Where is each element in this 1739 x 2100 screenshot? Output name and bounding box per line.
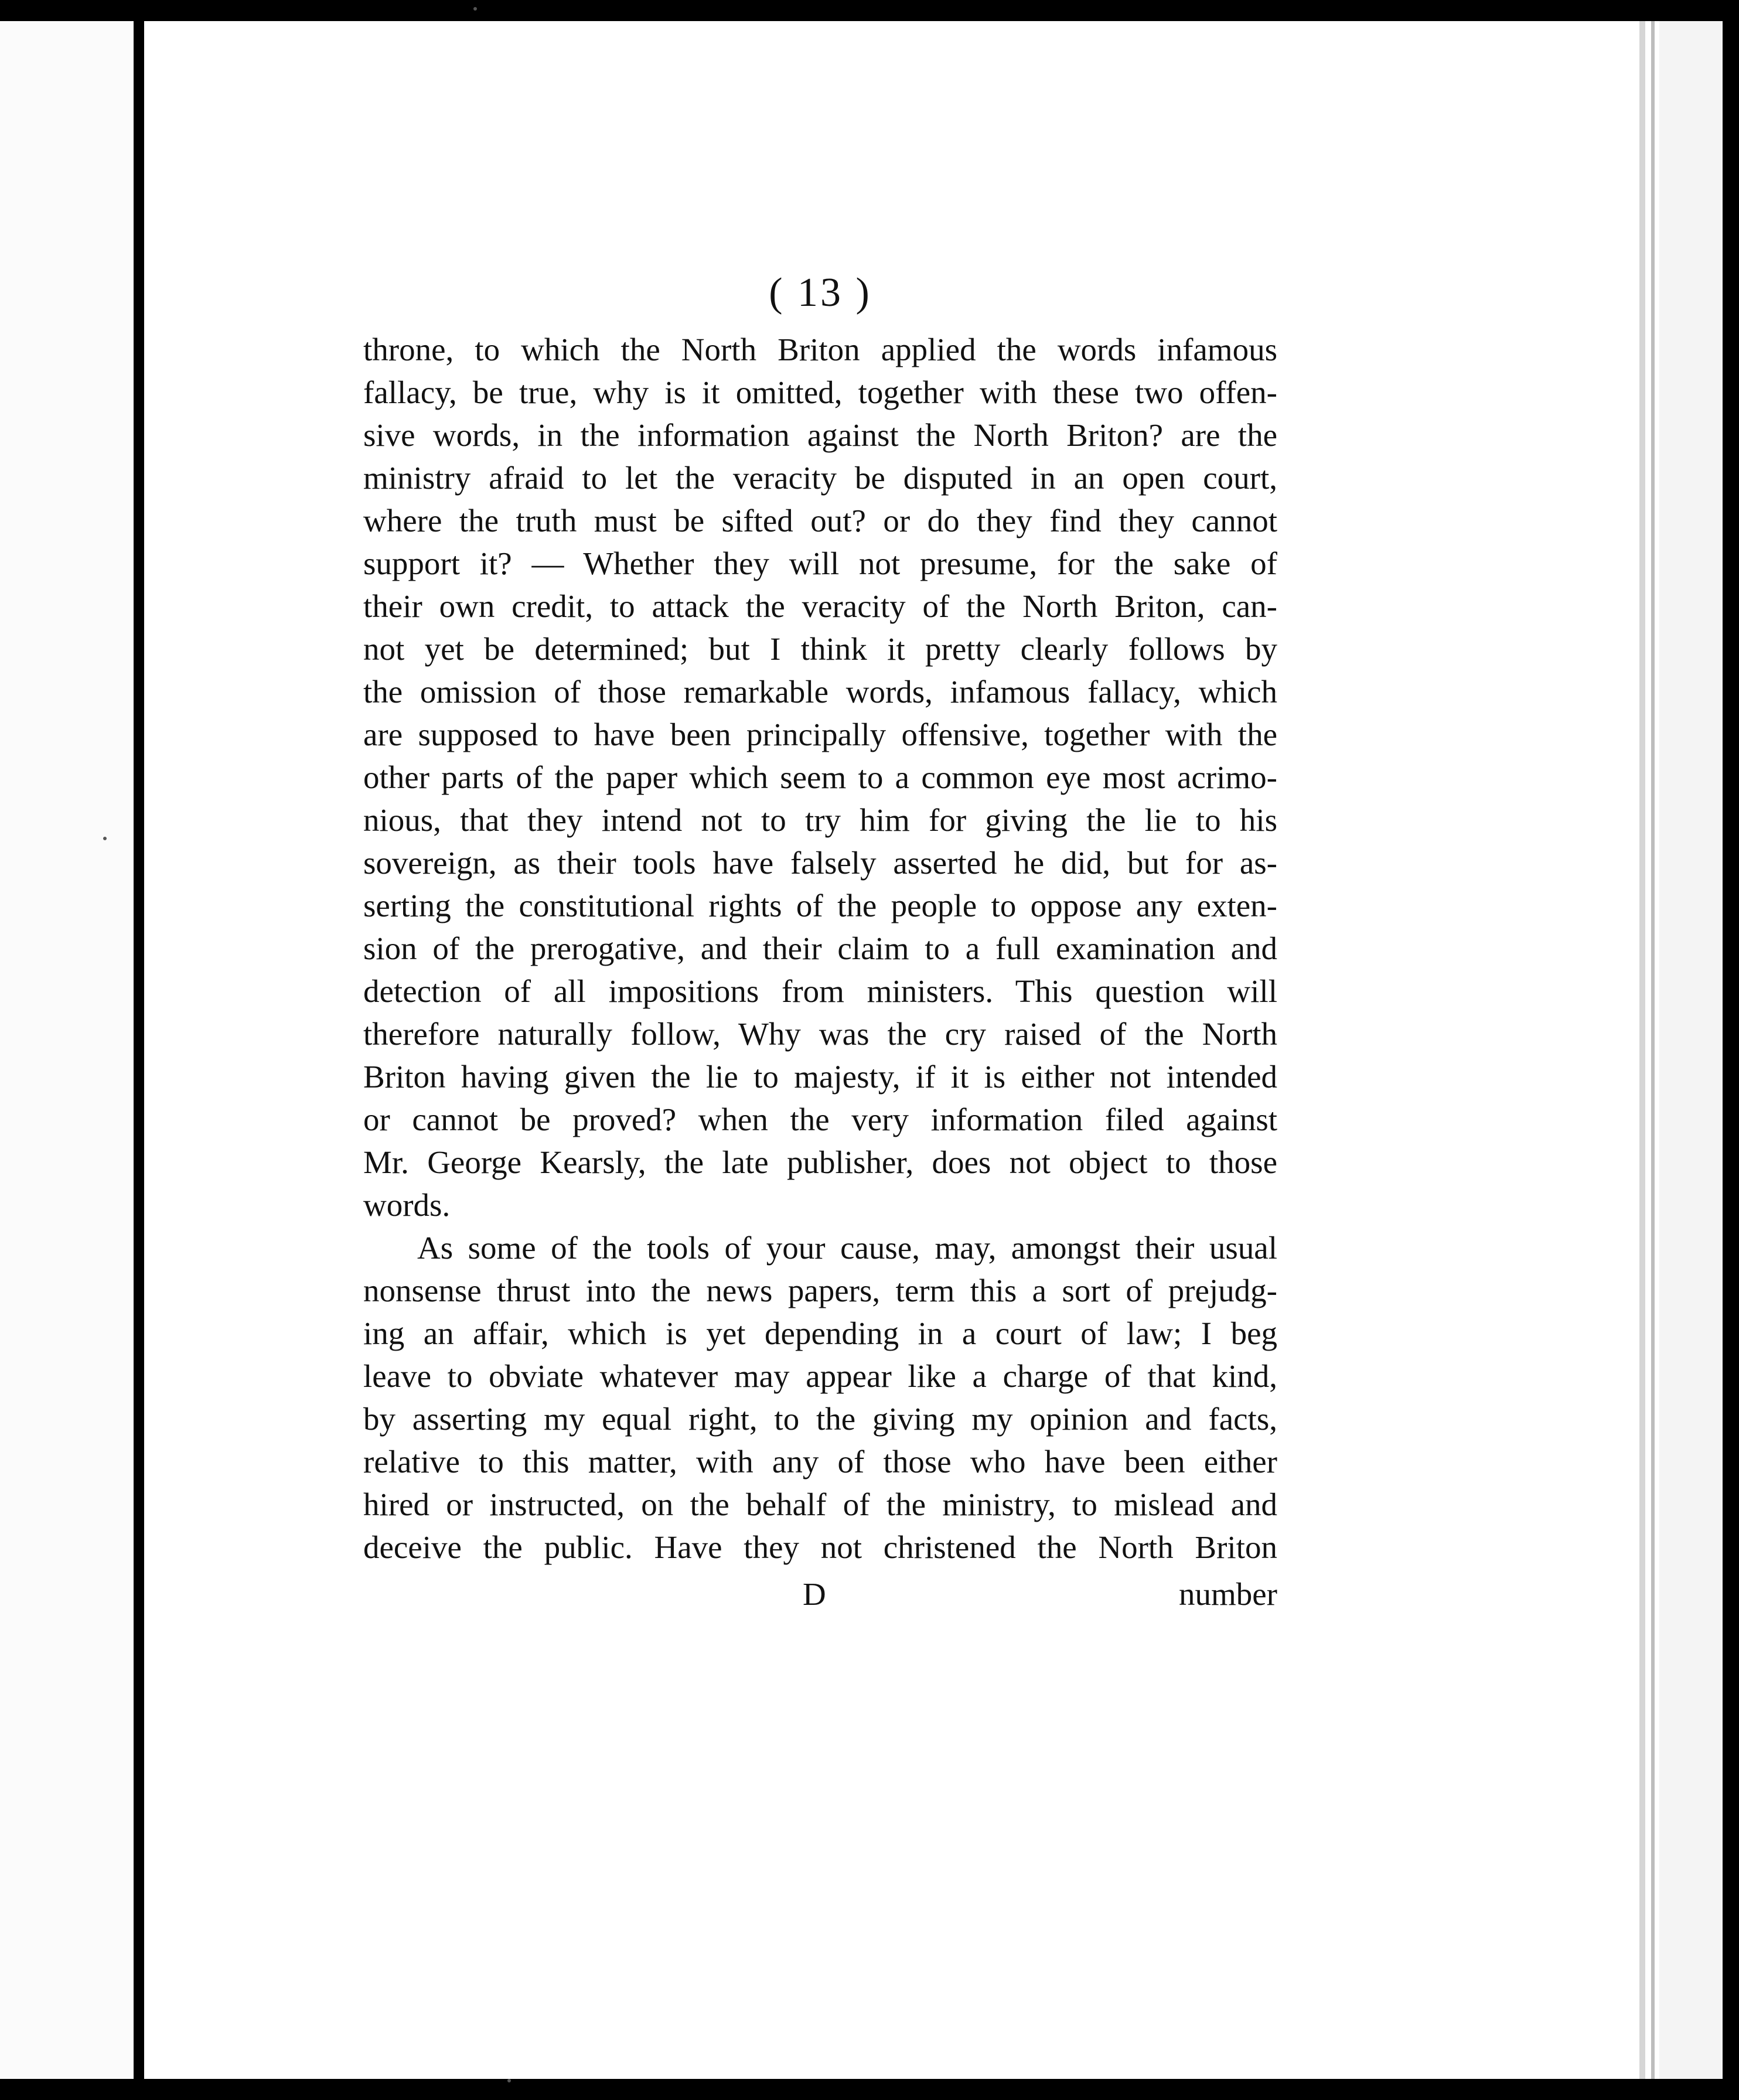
body-text (363, 328, 1277, 1569)
text-line: fallacy, be true, why is it omitted, together with these two offen- (363, 374, 1277, 410)
text-line: leave to obviate whatever may appear like a charge of that kind, (363, 1358, 1277, 1394)
text-line: other parts of the paper which seem to a common eye most acrimo- (363, 759, 1277, 795)
scan-border-bottom (0, 2079, 1739, 2100)
signature-mark: D (803, 1576, 826, 1612)
text-line: sovereign, as their tools have falsely asserted he did, but for as- (363, 845, 1277, 881)
text-line: or cannot be proved? when the very information filed against (363, 1102, 1277, 1137)
text-line: As some of the tools of your cause, may, amongst their usual (417, 1230, 1277, 1266)
scan-border-top (0, 0, 1739, 21)
page-edge-line (1651, 21, 1655, 2079)
text-line: detection of all impositions from ministers. This question will (363, 973, 1277, 1009)
text-line: by asserting my equal right, to the giving my opinion and facts, (363, 1401, 1277, 1437)
page-edge-margin (1659, 21, 1723, 2079)
text-line: where the truth must be sifted out? or do they find they cannot (363, 503, 1277, 538)
text-line: nonsense thrust into the news papers, term this a sort of prejudg- (363, 1273, 1277, 1308)
text-line: Briton having given the lie to majesty, if it is either not intended (363, 1059, 1277, 1095)
page-number: ( 13 ) (769, 270, 872, 315)
text-line: sive words, in the information against the North Briton? are the (363, 417, 1277, 453)
book-spine (134, 21, 144, 2079)
text-line: ing an affair, which is yet depending in a court of law; I beg (363, 1315, 1277, 1351)
text-line: their own credit, to attack the veracity of the North Briton, can- (363, 588, 1277, 624)
scan-speck (507, 2079, 511, 2082)
text-line: the omission of those remarkable words, infamous fallacy, which (363, 674, 1277, 710)
text-line: not yet be determined; but I think it pretty clearly follows by (363, 631, 1277, 667)
page-footer (363, 1571, 1277, 1618)
text-line: throne, to which the North Briton applied the words infamous (363, 332, 1277, 367)
page-edge-shadow (1639, 21, 1645, 2079)
text-line: hired or instructed, on the behalf of the ministry, to mislead and (363, 1487, 1277, 1522)
text-line: Mr. George Kearsly, the late publisher, does not object to those (363, 1144, 1277, 1180)
text-line: sion of the prerogative, and their claim to a full examination and (363, 930, 1277, 966)
scan-speck (473, 7, 477, 11)
scan-border-right (1723, 0, 1739, 2100)
text-line: deceive the public. Have they not christened the North Briton (363, 1529, 1277, 1565)
text-line: nious, that they intend not to try him for giving the lie to his (363, 802, 1277, 838)
text-line: words. (363, 1187, 451, 1223)
text-line: are supposed to have been principally offensive, together with the (363, 717, 1277, 752)
page-text-block (363, 258, 1277, 1618)
text-line: support it? — Whether they will not presume, for the sake of (363, 546, 1277, 581)
catchword: number (1178, 1576, 1277, 1612)
scan-speck (103, 837, 107, 840)
text-line: relative to this matter, with any of those who have been either (363, 1444, 1277, 1479)
facing-page-edge (0, 21, 134, 2079)
text-line: serting the constitutional rights of the people to oppose any exten- (363, 888, 1277, 923)
text-line: ministry afraid to let the veracity be disputed in an open court, (363, 460, 1277, 496)
text-line: therefore naturally follow, Why was the cry raised of the North (363, 1016, 1277, 1052)
